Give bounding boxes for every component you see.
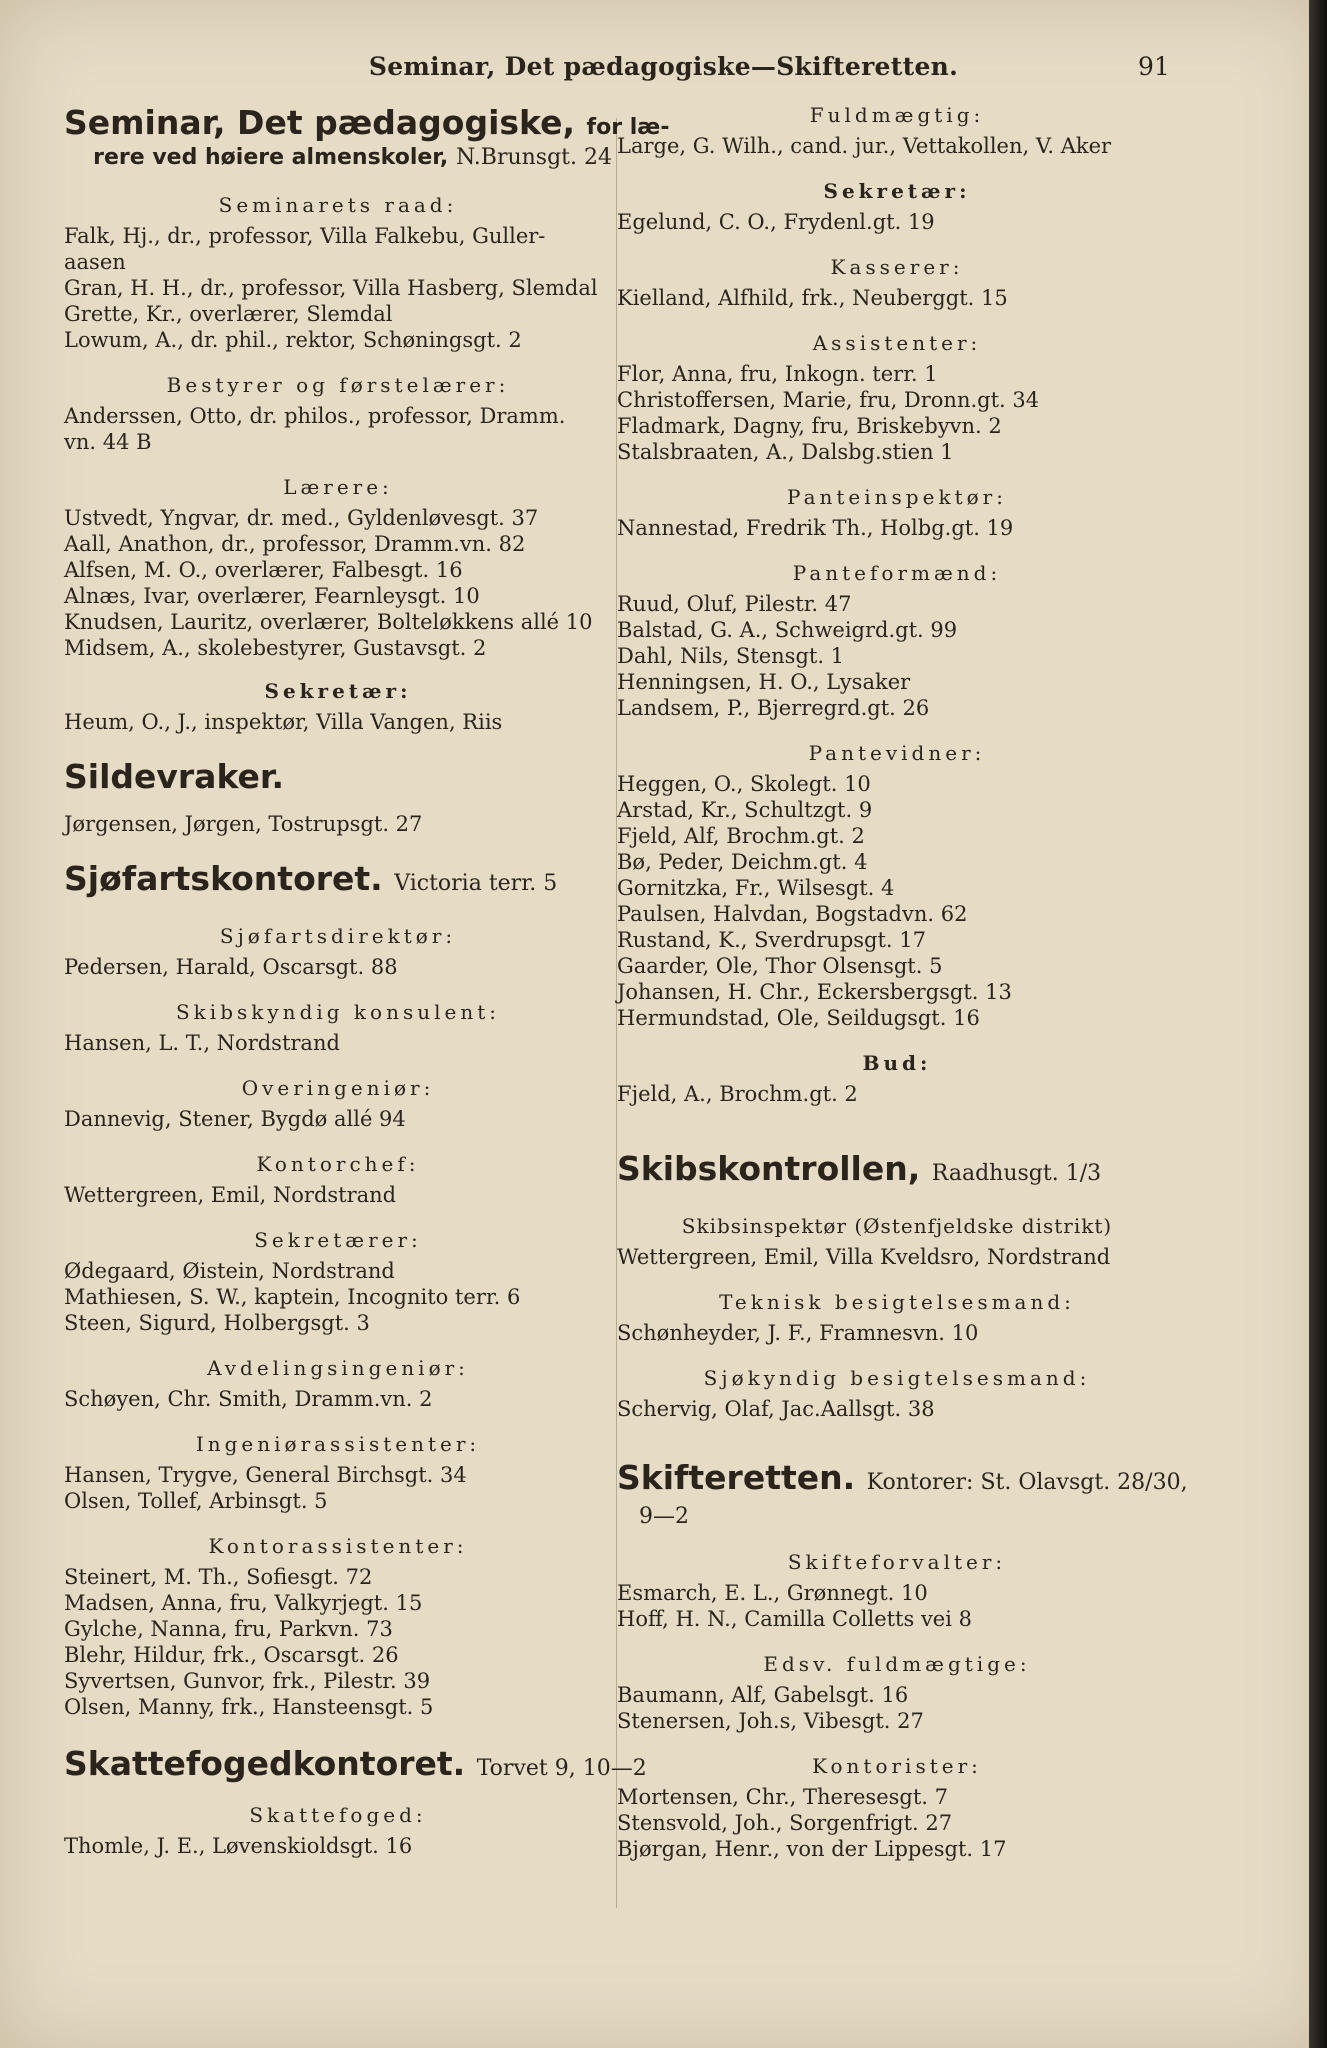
directory-entry: Falk, Hj., dr., professor, Villa Falkebu, Guller-: [64, 224, 546, 248]
directory-entry: Ødegaard, Øistein, Nordstrand: [64, 1259, 395, 1283]
sjofart-title: Sjøfartskontoret.: [64, 859, 383, 898]
role-heading: Panteinspektør:: [787, 485, 1007, 509]
directory-entry: Stalsbraaten, A., Dalsbg.stien 1: [617, 440, 954, 464]
directory-entry: Jørgensen, Jørgen, Tostrupsgt. 27: [64, 812, 423, 836]
entry-list: [617, 1244, 1177, 1270]
role-heading: Skibskyndig konsulent:: [175, 1000, 500, 1024]
role-heading: Bud:: [862, 1051, 932, 1075]
directory-entry: Johansen, H. Chr., Eckersbergsgt. 13: [617, 980, 1012, 1004]
entry-list: [64, 954, 612, 980]
skattefoged-title: Skattefogedkontoret.: [64, 1744, 466, 1783]
role-heading: Skattefoged:: [249, 1803, 427, 1827]
entry-list: [617, 361, 1177, 465]
directory-entry: Flor, Anna, fru, Inkogn. terr. 1: [617, 362, 938, 386]
directory-entry: Gornitzka, Fr., Wilsesgt. 4: [617, 876, 895, 900]
role-heading: Kontorassistenter:: [208, 1534, 468, 1558]
directory-entry: Alnæs, Ivar, overlærer, Fearnleysgt. 10: [64, 584, 480, 608]
skibskontrollen-title: Skibskontrollen,: [617, 1149, 921, 1188]
role-heading: Kontorister:: [812, 1754, 982, 1778]
entry-list: [64, 1564, 612, 1720]
seminar-section: [64, 103, 670, 735]
role-heading: Skifteforvalter:: [787, 1550, 1007, 1574]
directory-entry: Rustand, K., Sverdrupsgt. 17: [617, 928, 927, 952]
skibskontrollen-address: Raadhusgt. 1/3: [931, 1161, 1102, 1186]
right-column: [617, 103, 1188, 1862]
entry-list: [617, 1320, 1177, 1346]
entry-list: [617, 771, 1177, 1031]
skifteretten-address: Kontorer: St. Olavsgt. 28/30,: [866, 1470, 1188, 1495]
directory-entry: Kielland, Alfhild, frk., Neuberggt. 15: [617, 286, 1008, 310]
section-title-skifteretten: [617, 1458, 1188, 1503]
seminar-continuation: [617, 103, 1177, 1107]
role-heading: Sjøfartsdirektør:: [219, 924, 457, 948]
directory-entry: Ruud, Oluf, Pilestr. 47: [617, 592, 852, 616]
role-heading: Fuldmægtig:: [809, 103, 985, 127]
entry-list: [617, 1081, 1177, 1107]
directory-entry: Lowum, A., dr. phil., rektor, Schøningsgt. 2: [64, 328, 522, 352]
directory-entry: Gran, H. H., dr., professor, Villa Hasberg, Slemdal: [64, 276, 598, 300]
role-heading: Ingeniørassistenter:: [195, 1432, 481, 1456]
role-heading: Kontorchef:: [256, 1152, 420, 1176]
directory-entry: vn. 44 B: [64, 430, 152, 454]
entry-list: [64, 1106, 612, 1132]
entry-list: [617, 591, 1177, 721]
entry-list: [64, 1386, 612, 1412]
entry-list: [64, 505, 612, 661]
skifteretten-section: [617, 1458, 1188, 1862]
directory-entry: Olsen, Tollef, Arbinsgt. 5: [64, 1489, 328, 1513]
directory-entry: Steinert, M. Th., Sofiesgt. 72: [64, 1565, 373, 1589]
directory-entry: Nannestad, Fredrik Th., Holbg.gt. 19: [617, 516, 1014, 540]
group-container: [617, 1214, 1177, 1422]
directory-entry: Wettergreen, Emil, Villa Kveldsro, Nordstrand: [617, 1245, 1111, 1269]
directory-entry: Mathiesen, S. W., kaptein, Incognito terr. 6: [64, 1285, 521, 1309]
section-title-seminar: [64, 103, 670, 148]
role-heading: Panteformænd:: [792, 561, 1002, 585]
directory-entry: Pedersen, Harald, Oscarsgt. 88: [64, 955, 398, 979]
role-heading: Sekretær:: [823, 179, 971, 203]
directory-entry: Hoff, H. N., Camilla Colletts vei 8: [617, 1607, 972, 1631]
directory-entry: Henningsen, H. O., Lysaker: [617, 670, 911, 694]
entry-list: [64, 1258, 612, 1336]
directory-entry: Bjørgan, Henr., von der Lippesgt. 17: [617, 1837, 1007, 1861]
directory-entry: Heggen, O., Skolegt. 10: [617, 772, 871, 796]
directory-entry: Madsen, Anna, fru, Valkyrjegt. 15: [64, 1591, 423, 1615]
directory-entry: Steen, Sigurd, Holbergsgt. 3: [64, 1311, 370, 1335]
seminar-address: N.Brunsgt. 24: [455, 145, 612, 170]
group-container: [64, 924, 612, 1720]
skattefoged-section: [64, 1744, 647, 1859]
role-heading: Sekretær:: [264, 679, 412, 703]
skifteretten-title: Skifteretten.: [617, 1458, 856, 1497]
directory-entry: Stensvold, Joh., Sorgenfrigt. 27: [617, 1811, 953, 1835]
directory-entry: Stenersen, Joh.s, Vibesgt. 27: [617, 1709, 924, 1733]
directory-entry: Mortensen, Chr., Theresesgt. 7: [617, 1785, 949, 1809]
skifteretten-hours: 9—2: [639, 1504, 689, 1529]
role-heading: Skibsinspektør (Østenfjeldske distrikt): [681, 1214, 1113, 1238]
directory-entry: Gaarder, Ole, Thor Olsensgt. 5: [617, 954, 943, 978]
skibskontrollen-section: [617, 1149, 1177, 1422]
directory-entry: Grette, Kr., overlærer, Slemdal: [64, 302, 393, 326]
role-heading: Overingeniør:: [241, 1076, 435, 1100]
sjofart-section: [64, 859, 612, 1720]
entry-list: [64, 403, 612, 455]
directory-entry: Thomle, J. E., Løvenskioldsgt. 16: [64, 1834, 413, 1858]
directory-entry: Schervig, Olaf, Jac.Aallsgt. 38: [617, 1397, 935, 1421]
entry-list: [617, 133, 1177, 159]
directory-entry: Landsem, P., Bjerregrd.gt. 26: [617, 696, 930, 720]
directory-entry: Arstad, Kr., Schultzgt. 9: [617, 798, 873, 822]
entry-list: [617, 1784, 1177, 1862]
sildevraker-section: [64, 757, 612, 837]
directory-entry: Heum, O., J., inspektør, Villa Vangen, Riis: [64, 710, 503, 734]
directory-entry: Gylche, Nanna, fru, Parkvn. 73: [64, 1617, 393, 1641]
directory-entry: Hermundstad, Ole, Seildugsgt. 16: [617, 1006, 980, 1030]
directory-entry: aasen: [64, 250, 126, 274]
entry-list: [617, 1580, 1177, 1632]
entry-list: [617, 1396, 1177, 1422]
entry-list: [617, 515, 1177, 541]
role-heading: Pantevidner:: [808, 741, 986, 765]
role-heading: Assistenter:: [812, 331, 982, 355]
directory-entry: Schønheyder, J. F., Framnesvn. 10: [617, 1321, 979, 1345]
role-heading: Edsv. fuldmægtige:: [763, 1652, 1031, 1676]
directory-entry: Dannevig, Stener, Bygdø allé 94: [64, 1107, 406, 1131]
directory-entry: Paulsen, Halvdan, Bogstadvn. 62: [617, 902, 968, 926]
directory-entry: Schøyen, Chr. Smith, Dramm.vn. 2: [64, 1387, 433, 1411]
entry-list: [617, 209, 1177, 235]
section-title-sjofart: [64, 859, 612, 904]
directory-entry: Christoffersen, Marie, fru, Dronn.gt. 34: [617, 388, 1040, 412]
entry-list: [64, 1462, 612, 1514]
skattefoged-address: Torvet 9, 10—2: [476, 1756, 647, 1781]
directory-entry: Knudsen, Lauritz, overlærer, Bolteløkkens allé 10: [64, 610, 593, 634]
page-number: 91: [1138, 52, 1170, 81]
entry-list: [64, 1833, 612, 1859]
entry-list: [617, 1682, 1177, 1734]
seminar-title-tail: for læ-: [586, 115, 670, 140]
section-title-sildevraker: Sildevraker.: [64, 757, 284, 796]
entry-list: [617, 285, 1177, 311]
directory-entry: Olsen, Manny, frk., Hansteensgt. 5: [64, 1695, 434, 1719]
directory-entry: Hansen, L. T., Nordstrand: [64, 1031, 340, 1055]
entry-list: [64, 811, 612, 837]
role-heading: Lærere:: [283, 475, 393, 499]
role-heading: Bestyrer og førstelærer:: [166, 373, 510, 397]
role-heading: Seminarets raad:: [218, 193, 458, 217]
directory-entry: Aall, Anathon, dr., professor, Dramm.vn. 82: [64, 532, 526, 556]
directory-entry: Alfsen, M. O., overlærer, Falbesgt. 16: [64, 558, 463, 582]
directory-entry: Anderssen, Otto, dr. philos., professor, Dramm.: [64, 404, 566, 428]
directory-entry: Dahl, Nils, Stensgt. 1: [617, 644, 845, 668]
seminar-title: Seminar, Det pædagogiske,: [64, 103, 576, 142]
directory-entry: Fjeld, A., Brochm.gt. 2: [617, 1082, 858, 1106]
directory-entry: Syvertsen, Gunvor, frk., Pilestr. 39: [64, 1669, 431, 1693]
directory-entry: Egelund, C. O., Frydenl.gt. 19: [617, 210, 935, 234]
seminar-title-line2: [64, 144, 612, 171]
directory-entry: Ustvedt, Yngvar, dr. med., Gyldenløvesgt. 37: [64, 506, 539, 530]
directory-entry: Baumann, Alf, Gabelsgt. 16: [617, 1683, 909, 1707]
role-heading: Kasserer:: [830, 255, 964, 279]
directory-entry: Blehr, Hildur, frk., Oscarsgt. 26: [64, 1643, 399, 1667]
role-heading: Teknisk besigtelsesmand:: [719, 1290, 1075, 1314]
entry-list: [64, 1182, 612, 1208]
entry-list: [64, 709, 612, 735]
role-heading: Avdelingsingeniør:: [207, 1356, 469, 1380]
directory-entry: Fladmark, Dagny, fru, Briskebyvn. 2: [617, 414, 1002, 438]
running-head: Seminar, Det pædagogiske—Skifteretten.: [368, 52, 959, 81]
directory-entry: Large, G. Wilh., cand. jur., Vettakollen, V. Aker: [617, 134, 1112, 158]
directory-entry: Wettergreen, Emil, Nordstrand: [64, 1183, 397, 1207]
group-container: [617, 1550, 1177, 1862]
directory-entry: Hansen, Trygve, General Birchsgt. 34: [64, 1463, 467, 1487]
directory-entry: Bø, Peder, Deichm.gt. 4: [617, 850, 868, 874]
directory-entry: Midsem, A., skolebestyrer, Gustavsgt. 2: [64, 636, 487, 660]
directory-entry: Balstad, G. A., Schweigrd.gt. 99: [617, 618, 958, 642]
seminar-title-line2-bold: rere ved høiere almenskoler,: [93, 145, 449, 170]
entry-list: [64, 223, 612, 353]
sjofart-address: Victoria terr. 5: [394, 871, 558, 896]
section-title-skattefoged: [64, 1744, 647, 1789]
directory-entry: Esmarch, E. L., Grønnegt. 10: [617, 1581, 928, 1605]
role-heading: Sjøkyndig besigtelsesmand:: [703, 1366, 1091, 1390]
section-title-skibskontrollen: [617, 1149, 1177, 1194]
entry-list: [64, 1030, 612, 1056]
directory-entry: Fjeld, Alf, Brochm.gt. 2: [617, 824, 865, 848]
role-heading: Sekretærer:: [254, 1228, 422, 1252]
